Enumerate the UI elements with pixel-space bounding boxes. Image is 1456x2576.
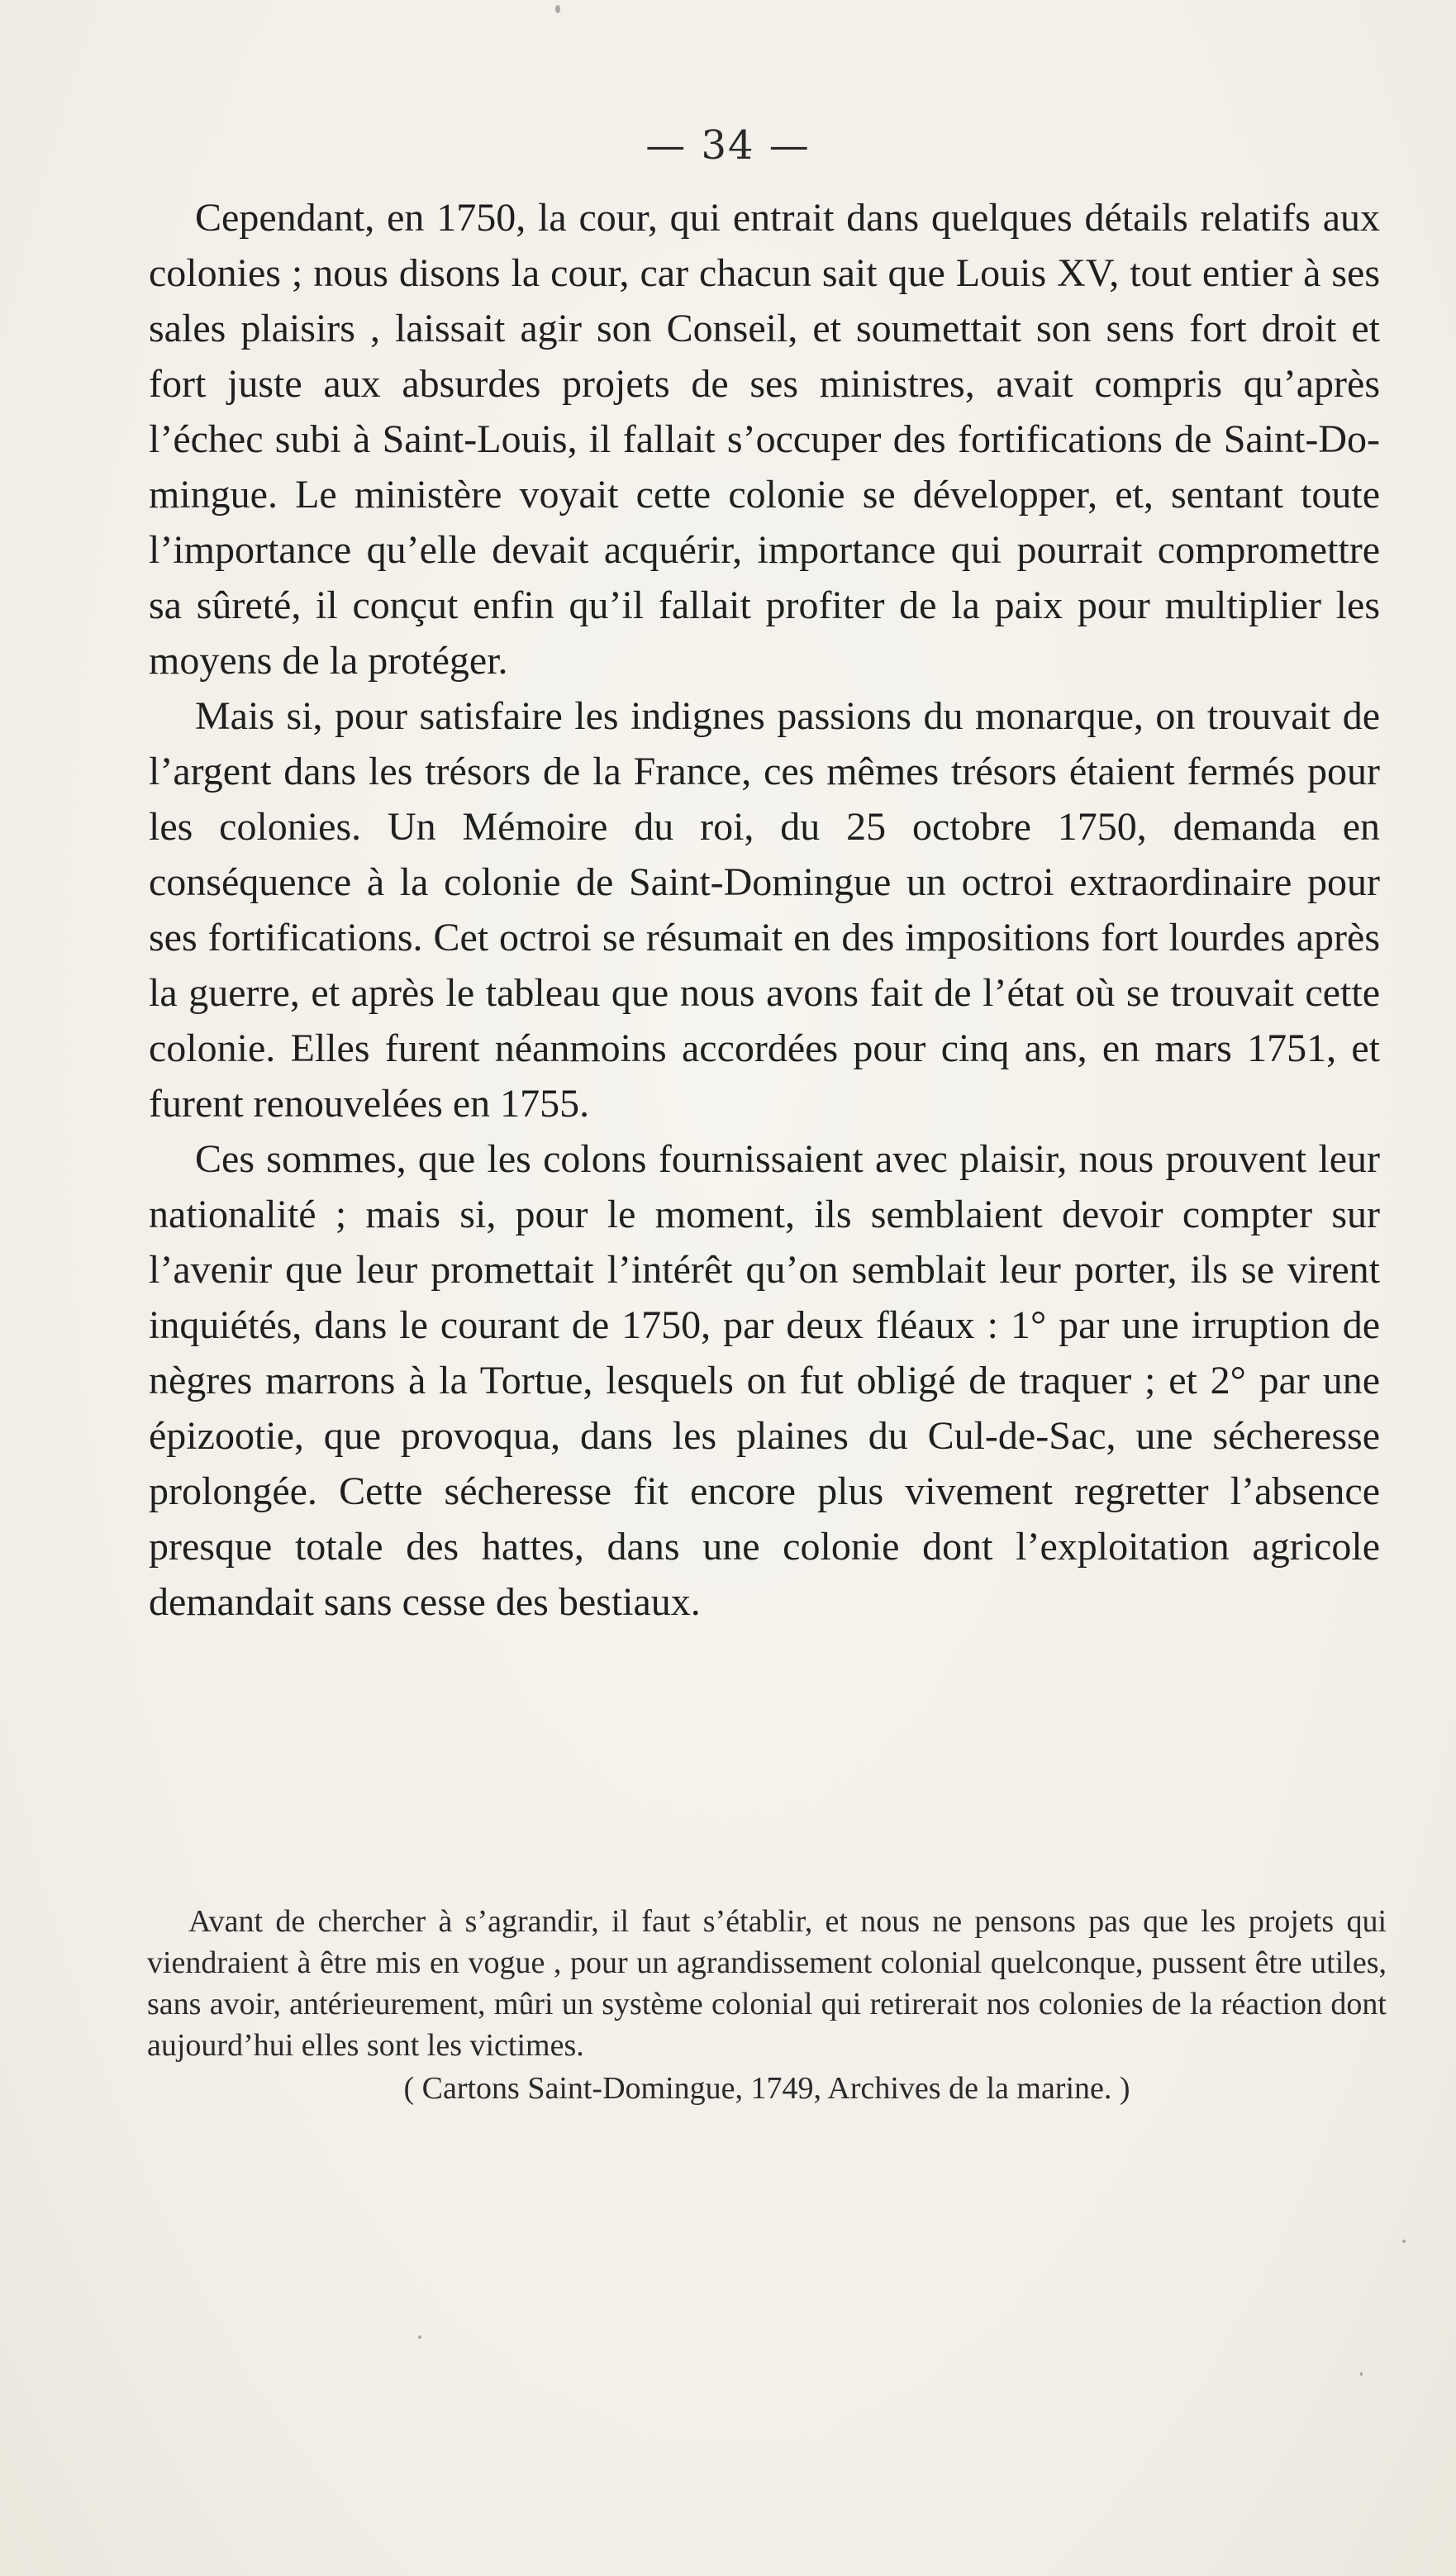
ink-speck [1360,2372,1363,2376]
footnote [147,1901,1387,2109]
footnote-text: Avant de chercher à s’agrandir, il faut s’établir, et nous ne pensons pas que les projets qui viendraient à être mis en vogue , pour un agrandissement colonial quelconque, pussent être utiles, sans avoir, antérieurement, mûri un système colonial qui retirerait nos colonies de la réaction dont aujourd’hui elles sont les victimes. [147,1904,1387,2063]
ink-speck [555,5,560,13]
page-number: — 34 — [645,122,811,169]
paragraph-2: Mais si, pour satisfaire les indignes passions du monarque, on trouvait de l’argent dans les trésors de la France, ces mêmes trésors étaient fermés pour les colonies. Un Mémoire du roi, du 25 octobre 1750, demanda en conséquence à la colonie de Saint-Domingue un octroi extraordinaire pour ses fortifications. Cet octroi se résumait en des impositions fort lourdes après la guerre, et après le tableau que nous avons fait de l’état où se trouvait cette colonie. Elles furent néanmoins accordées pour cinq ans, en mars 1751, et furent renouvelées en 1755. [149,694,1380,1126]
footnote-source: ( Cartons Saint-Domingue, 1749, Archives de la marine. ) [403,2071,1130,2106]
main-text [149,190,1380,1630]
paragraph-1: Cependant, en 1750, la cour, qui entrait dans quelques détails relatifs aux colonies ; nous disons la cour, car chacun sait que Louis XV, tout entier à ses sales plaisirs , laissait agir son Conseil, et soumettait son sens fort droit et fort juste aux absurdes projets de ses ministres, avait compris qu’après l’échec subi à Saint-Louis, il fallait s’occuper des fortifications de Saint-Domingue. Le ministère voyait cette colonie se développer, et, sentant toute l’importance qu’elle devait acquérir, importance qui pourrait compromettre sa sûreté, il conçut enfin qu’il fallait profiter de la paix pour multiplier les moyens de la protéger. [149,196,1380,683]
paragraph-3: Ces sommes, que les colons fournissaient avec plaisir, nous prouvent leur nationalité ; mais si, pour le moment, ils semblaient devoir compter sur l’avenir que leur promettait l’intérêt qu’on semblait leur porter, ils se virent inquiétés, dans le courant de 1750, par deux fléaux : 1° par une irruption de nègres marrons à la Tortue, lesquels on fut obligé de traquer ; et 2° par une épizootie, que provoqua, dans les plaines du Cul-de-Sac, une sécheresse prolongée. Cette sécheresse fit encore plus vivement regretter l’absence presque totale des hattes, dans une colonie dont l’exploitation agricole demandait sans cesse des bestiaux. [149,1137,1380,1624]
ink-speck [1402,2240,1406,2243]
ink-speck [418,2336,421,2339]
